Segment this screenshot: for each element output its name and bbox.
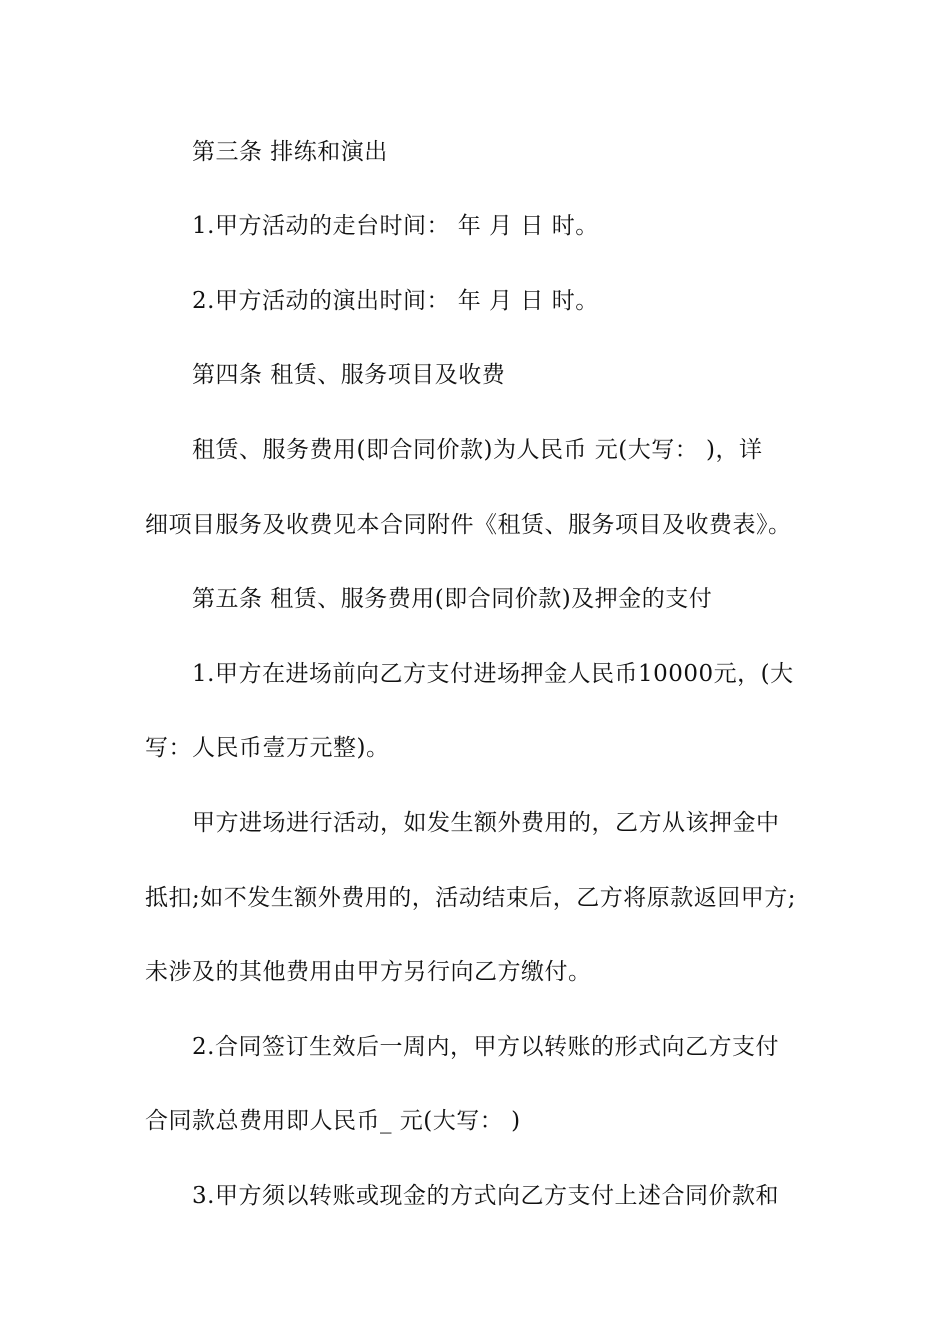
paragraph-line: 合同款总费用即人民币_ 元(大写： ) — [145, 1108, 521, 1134]
paragraph-line: 细项目服务及收费见本合同附件《租赁、服务项目及收费表》。 — [145, 512, 792, 538]
article-5-heading: 第五条 租赁、服务费用(即合同价款)及押金的支付 — [192, 586, 713, 612]
article-4-heading: 第四条 租赁、服务项目及收费 — [192, 362, 506, 388]
paragraph-line: 甲方进场进行活动，如发生额外费用的，乙方从该押金中 — [192, 810, 780, 836]
paragraph-line: 租赁、服务费用(即合同价款)为人民币 元(大写： )，详 — [192, 437, 763, 463]
paragraph-line: 未涉及的其他费用由甲方另行向乙方缴付。 — [145, 959, 592, 985]
paragraph-line: 2.甲方活动的演出时间： 年 月 日 时。 — [192, 288, 599, 314]
paragraph-line: 3.甲方须以转账或现金的方式向乙方支付上述合同价款和 — [192, 1183, 779, 1209]
paragraph-line: 2.合同签订生效后一周内，甲方以转账的形式向乙方支付 — [192, 1034, 779, 1060]
paragraph-line: 抵扣;如不发生额外费用的，活动结束后，乙方将原款返回甲方; — [145, 885, 796, 911]
paragraph-line: 1.甲方活动的走台时间： 年 月 日 时。 — [192, 213, 599, 239]
paragraph-line: 写：人民币壹万元整)。 — [145, 735, 390, 761]
paragraph-line: 1.甲方在进场前向乙方支付进场押金人民币10000元，(大 — [192, 661, 794, 687]
article-3-heading: 第三条 排练和演出 — [192, 139, 388, 165]
